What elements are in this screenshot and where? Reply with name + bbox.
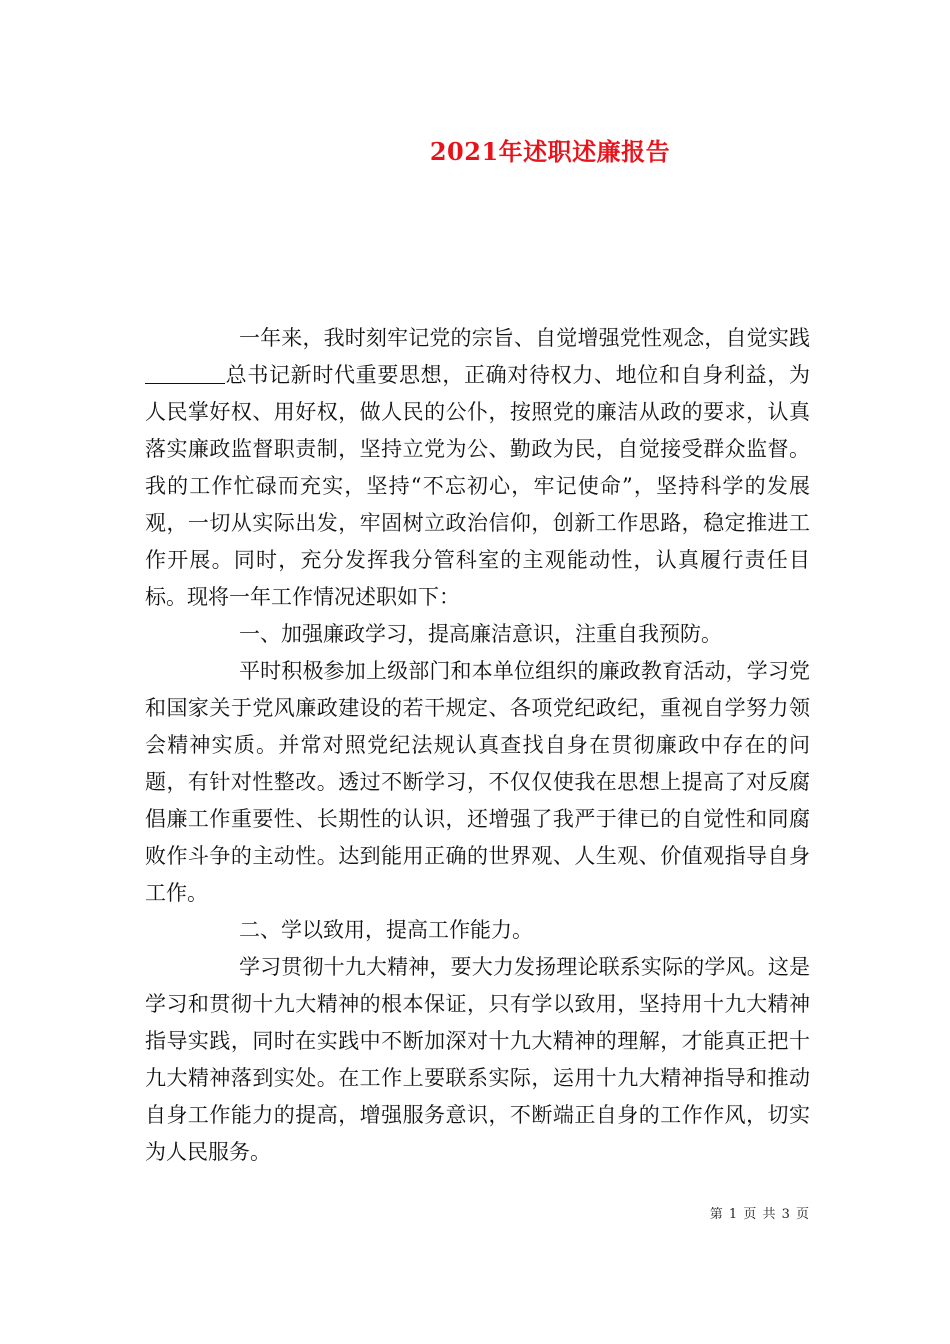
intro-text-start: 一年来，我时刻牢记党的宗旨、自觉增强党性观念，自觉实践 (239, 326, 810, 350)
fill-in-blank (145, 363, 225, 384)
page-number: 第 1 页 共 3 页 (709, 1207, 810, 1222)
section-heading-1: 一、加强廉政学习，提高廉洁意识，注重自我预防。 (239, 622, 722, 646)
document-title: 2021年述职述廉报告 (429, 137, 671, 166)
section-2-paragraph: 学习贯彻十九大精神，要大力发扬理论联系实际的学风。这是学习和贯彻十九大精神的根本保证，只有学以致用，坚持用十九大精神指导实践，同时在实践中不断加深对十九大精神的理解，才能真正把十九大精神落到实处。在工作上要联系实际，运用十九大精神指导和推动自身工作能力的提高，增强服务意识，不断端正自身的工作作风，切实为人民服务。 (145, 955, 810, 1164)
intro-paragraph (145, 320, 810, 616)
intro-text-end: 总书记新时代重要思想，正确对待权力、地位和自身利益，为人民掌好权、用好权，做人民的公仆，按照党的廉洁从政的要求，认真落实廉政监督职责制，坚持立党为公、勤政为民，自觉接受群众监督。我的工作忙碌而充实，坚持“不忘初心，牢记使命”，坚持科学的发展观，一切从实际出发，牢固树立政治信仰，创新工作思路，稳定推进工作开展。同时，充分发挥我分管科室的主观能动性，认真履行责任目标。现将一年工作情况述职如下： (145, 363, 810, 609)
section-heading-2: 二、学以致用，提高工作能力。 (239, 918, 533, 942)
section-1-paragraph: 平时积极参加上级部门和本单位组织的廉政教育活动，学习党和国家关于党风廉政建设的若干规定、各项党纪政纪，重视自学努力领会精神实质。并常对照党纪法规认真查找自身在贯彻廉政中存在的问题，有针对性整改。透过不断学习，不仅仅使我在思想上提高了对反腐倡廉工作重要性、长期性的认识，还增强了我严于律已的自觉性和同腐败作斗争的主动性。达到能用正确的世界观、人生观、价值观指导自身工作。 (145, 659, 810, 905)
document-body (145, 320, 810, 1171)
